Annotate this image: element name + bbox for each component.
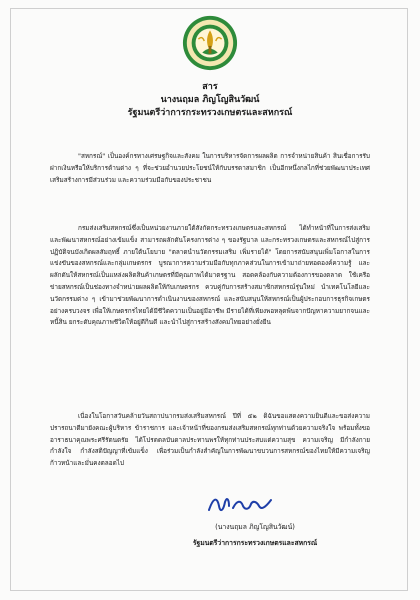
author-name: นางนฤมล ภิญโญสินวัฒน์	[160, 95, 260, 105]
paragraph-3	[50, 411, 370, 470]
paragraph-2	[50, 223, 370, 329]
letter-greeting: สาร	[202, 82, 218, 92]
handwritten-signature	[205, 488, 275, 520]
paragraph-2-text: กรมส่งเสริมสหกรณ์ซึ่งเป็นหน่วยงานภายใต้สังกัดกระทรวงเกษตรและสหกรณ์ ได้ทำหน้าที่ในการส่งเสริมและพัฒนาสหกรณ์อย่างเข้มแข็ง สามารถผลักดันโครงการต่าง ๆ ของรัฐบาล และกระทรวงเกษตรและสหกรณ์ไปสู่การปฏิบัติจนบังเกิดผลสัมฤทธิ์ ภายใต้นโยบาย "ตลาดนำนวัตกรรมเสริม เพิ่มรายได้" โดยการสนับสนุนเพิ่มโอกาสในการแข่งขันของสหกรณ์และกลุ่มเกษตรกร บูรณาการความร่วมมือกับทุกภาคส่วนในการเข้ามาถ่ายทอดองค์ความรู้ และผลักดันให้สหกรณ์เป็นแหล่งผลิตสินค้าเกษตรที่มีคุณภาพได้มาตรฐาน สอดคล้องกับความต้องการของตลาด ใช้เครือข่ายสหกรณ์เป็นช่องทางจำหน่ายผลผลิตให้กับเกษตรกร ควบคู่กับการสร้างสมาชิกสหกรณ์รุ่นใหม่ นำเทคโนโลยีและนวัตกรรมต่าง ๆ เข้ามาช่วยพัฒนาการดำเนินงานของสหกรณ์ และสนับสนุนให้สหกรณ์เป็นผู้ประกอบการธุรกิจเกษตรอย่างครบวงจร เพื่อให้เกษตรกรไทยได้มีชีวิตความเป็นอยู่มีอาชีพ มีรายได้ที่เพียงพอหลุดพ้นจากปัญหาความยากจนและหนี้สิน ยกระดับคุณภาพชีวิตให้อยู่ดีกินดี และนำไปสู่การสร้างสังคมไทยอย่างยั่งยืน	[50, 224, 370, 327]
signature-name: (นางนฤมล ภิญโญสินวัฒน์)	[215, 523, 295, 531]
paragraph-1	[50, 151, 370, 186]
signature-title: รัฐมนตรีว่าการกระทรวงเกษตรและสหกรณ์	[192, 539, 318, 547]
author-title: รัฐมนตรีว่าการกระทรวงเกษตรและสหกรณ์	[127, 108, 293, 118]
paragraph-1-text: "สหกรณ์" เป็นองค์กรทางเศรษฐกิจและสังคม ในการบริหารจัดการผลผลิต การจำหน่ายสินค้า สินเชื่อการรับฝากเงินหรือให้บริการด้านต่าง ๆ ที่จะช่วยอำนวยประโยชน์ให้กับบรรดาสมาชิก เป็นอีกหนึ่งกลไกที่ช่วยพัฒนาประเทศ เสริมสร้างการมีส่วนร่วม และความร่วมมือกับของประชาชน	[50, 152, 370, 184]
cooperative-seal-logo	[181, 14, 239, 72]
paragraph-3-text: เนื่องในโอกาสวันคล้ายวันสถาปนากรมส่งเสริมสหกรณ์ ปีที่ ๕๒ ดิฉันขอแสดงความยินดีและขอส่งความปรารถนาดีมายังคณะผู้บริหาร ข้าราชการ และเจ้าหน้าที่ของกรมส่งเสริมสหกรณ์ทุกท่านด้วยความจริงใจ พร้อมทั้งขออาราธนาคุณพระศรีรัตนตรัย ได้โปรดดลบันดาลประทานพรให้ทุกท่านประสบแต่ความสุข ความเจริญ มีกำลังกาย กำลังใจ กำลังสติปัญญาที่เข้มแข็ง เพื่อร่วมเป็นกำลังสำคัญในการพัฒนาขบวนการสหกรณ์ของไทยให้มีความเจริญก้าวหน้าและมั่นคงตลอดไป	[50, 412, 370, 468]
